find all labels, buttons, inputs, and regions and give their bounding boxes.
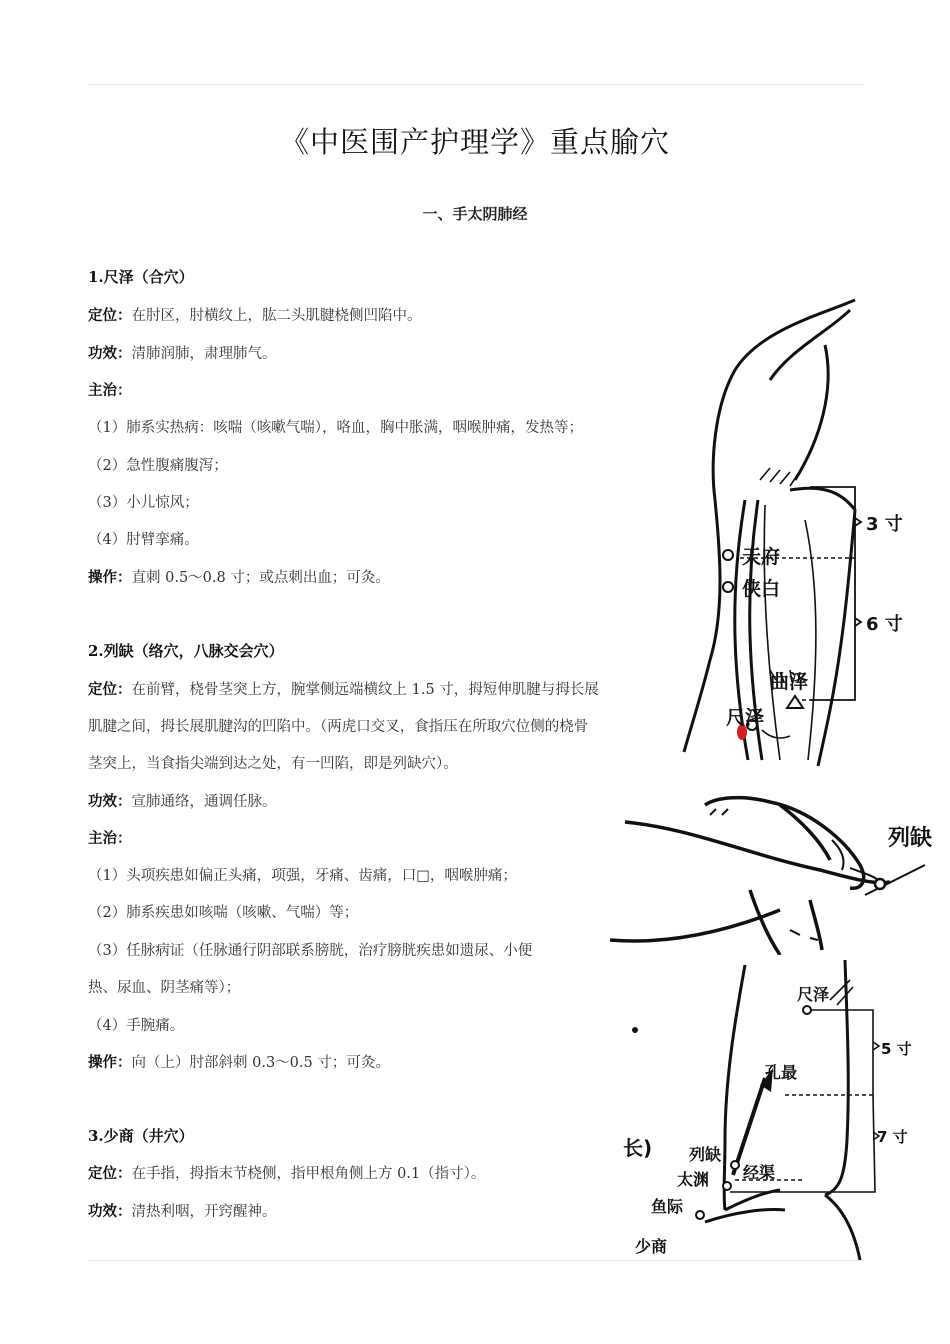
indication-item: （2）急性腹痛腹泻；: [88, 458, 228, 474]
point-heading: 3.少商（井穴）: [88, 1127, 194, 1145]
shaoshang-label: 少商: [635, 1237, 668, 1256]
figure-upper-arm: [670, 290, 920, 770]
figure-hand-cross: [610, 780, 940, 955]
indication-item: （4）手腕痛。: [88, 1018, 185, 1034]
location-line: 定位：在肘区，肘横纹上，肱二头肌腱桡侧凹陷中。: [88, 307, 422, 324]
kongzui-label: 孔最: [765, 1063, 798, 1082]
chize-label-fig3: 尺泽: [797, 985, 830, 1004]
lieque-label-fig3: 列缺: [689, 1145, 722, 1164]
section-heading: 一、手太阴肺经: [422, 205, 528, 223]
effect-line: 功效：清肺润肺，肃理肺气。: [88, 345, 277, 362]
indication-label: 主治：: [88, 830, 132, 847]
jingqu-label: 经渠: [743, 1163, 776, 1182]
tianfu-label: 天府: [742, 546, 781, 568]
indication-item: （1）头项疾患如偏正头痛，项强，牙痛、齿痛，口□，咽喉肿痛；: [88, 868, 517, 884]
indication-item: （2）肺系疾患如咳喘（咳嗽、气喘）等；: [88, 905, 359, 921]
cun-5-label: 5 寸: [881, 1040, 912, 1058]
indication-item: （4）肘臂挛痛。: [88, 532, 199, 548]
indication-item: （3）任脉病证（任脉通行阴部联系膀胱，治疗膀胱疾患如遗尿、小便: [88, 943, 533, 959]
chize-label: 尺泽: [726, 707, 765, 729]
point-heading: 1.尺泽（合穴）: [88, 268, 194, 286]
page-title: 《中医围产护理学》重点腧穴: [279, 125, 670, 159]
xiabai-label: 侠白: [742, 578, 781, 600]
point-heading: 2.列缺（络穴，八脉交会穴）: [88, 642, 284, 660]
cun-6-label: 6 寸: [866, 614, 903, 635]
location-line: 定位：在前臂，桡骨茎突上方，腕掌侧远端横纹上 1.5 寸，拇短伸肌腱与拇长展: [88, 681, 599, 698]
bottom-rule: [88, 1260, 864, 1261]
quze-label: 曲泽: [770, 671, 809, 693]
cun-7-label: 7 寸: [877, 1128, 908, 1146]
figure-forearm: [615, 960, 925, 1260]
top-rule: [88, 84, 864, 85]
operation-line: 操作：直刺 0.5～0.8 寸；或点刺出血；可灸。: [88, 569, 390, 586]
effect-line: 功效：宣肺通络，通调任脉。: [88, 793, 277, 810]
effect-line: 功效：清热利咽，开窍醒神。: [88, 1203, 277, 1220]
cun-3-label: 3 寸: [866, 514, 903, 535]
lieque-label-fig2: 列缺: [888, 826, 933, 851]
indication-item: （3）小儿惊风；: [88, 495, 199, 511]
taiyuan-label: 太渊: [677, 1170, 710, 1189]
indication-label: 主治：: [88, 382, 132, 399]
indication-item-cont: 热、尿血、阴茎痛等）；: [88, 980, 241, 996]
location-line-cont: 茎突上，当食指尖端到达之处，有一凹陷，即是列缺穴）。: [88, 756, 458, 772]
indication-item: （1）肺系实热病：咳喘（咳嗽气喘），咯血，胸中胀满，咽喉肿痛，发热等；: [88, 420, 583, 436]
operation-line: 操作：向（上）肘部斜刺 0.3～0.5 寸；可灸。: [88, 1054, 390, 1071]
yuji-label: 鱼际: [651, 1197, 684, 1216]
fragment-text: 长): [623, 1136, 653, 1160]
location-line-cont: 肌腱之间，拇长展肌腱沟的凹陷中。（两虎口交叉，食指压在所取穴位侧的桡骨: [88, 719, 589, 735]
location-line: 定位：在手指，拇指末节桡侧，指甲根角侧上方 0.1（指寸）。: [88, 1165, 486, 1182]
